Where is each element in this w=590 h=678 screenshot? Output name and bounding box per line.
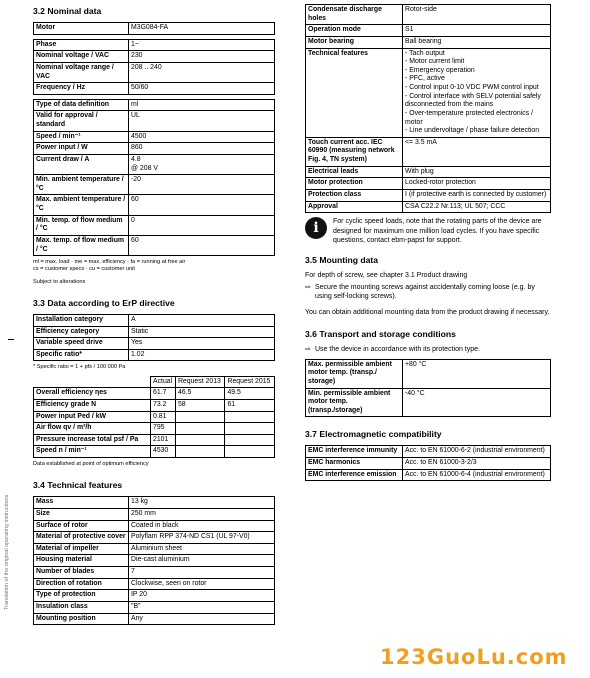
row-value: A bbox=[129, 314, 275, 326]
table-row bbox=[34, 601, 275, 613]
table-row bbox=[34, 314, 275, 326]
row-value: S1 bbox=[403, 25, 551, 37]
table-row bbox=[34, 62, 275, 82]
row-key: Overall efficiency ηes bbox=[34, 388, 151, 400]
row-key: Material of impeller bbox=[34, 543, 129, 555]
row-key: Protection class bbox=[306, 189, 403, 201]
row-value: 61 bbox=[225, 399, 275, 411]
row-value: 60 bbox=[129, 235, 275, 255]
table-row bbox=[306, 36, 551, 48]
row-key: Phase bbox=[34, 39, 129, 51]
row-value: Any bbox=[129, 613, 275, 625]
table-row bbox=[306, 166, 551, 178]
row-key: Touch current acc. IEC 60990 (measuring network Fig. 4, TN system) bbox=[306, 137, 403, 166]
tech-table bbox=[33, 496, 275, 625]
row-key: Approval bbox=[306, 201, 403, 213]
info-text: For cyclic speed loads, note that the rotating parts of the device are designed for maximum one million load cycles. If you have specific questions, contact ebm-papst for support. bbox=[333, 218, 542, 244]
row-key: Current draw / A bbox=[34, 154, 129, 174]
table-row bbox=[34, 338, 275, 350]
table-row bbox=[34, 51, 275, 63]
mounting-text-1: For depth of screw, see chapter 3.1 Product drawing bbox=[305, 272, 468, 280]
right-column bbox=[305, 4, 551, 481]
row-value: 4530 bbox=[151, 446, 176, 458]
row-value: Acc. to EN 61000-6-2 (industrial environment) bbox=[403, 446, 551, 458]
table-row bbox=[34, 567, 275, 579]
row-key: Technical features bbox=[306, 48, 403, 137]
table-row bbox=[34, 143, 275, 155]
row-value: +80 °C bbox=[403, 359, 551, 388]
erp-table-1 bbox=[33, 314, 275, 362]
row-value: M3G084-FA bbox=[129, 23, 275, 35]
transport-table bbox=[305, 359, 551, 418]
row-value: Die-cast aluminium bbox=[129, 555, 275, 567]
table-row bbox=[34, 235, 275, 255]
row-value: Ball bearing bbox=[403, 36, 551, 48]
mounting-text-2: You can obtain additional mounting data from the product drawing if necessary. bbox=[305, 308, 550, 316]
row-value: CSA C22.2 Nr.113; UL 507; CCC bbox=[403, 201, 551, 213]
table-row bbox=[34, 215, 275, 235]
table-row bbox=[306, 359, 551, 388]
row-value: 230 bbox=[129, 51, 275, 63]
erp-title: 3.3 Data according to ErP directive bbox=[33, 297, 175, 308]
table-row bbox=[306, 48, 551, 137]
header-cell: Actual bbox=[151, 376, 176, 388]
row-key: EMC harmonics bbox=[306, 458, 403, 470]
row-value: - Tach output - Motor current limit - Emergency operation - PFC, active - Control input 0-10 VDC PWM control input - Control interface with SELV potential safely disconnected from the mains - Over-temperature protected electronics / motor - Line undervoltage / phase failure detection bbox=[403, 48, 551, 137]
motor-table bbox=[33, 22, 275, 35]
row-value: 73.2 bbox=[151, 399, 176, 411]
row-value: 4.8 @ 208 V bbox=[129, 154, 275, 174]
table-row bbox=[34, 578, 275, 590]
table-row bbox=[306, 201, 551, 213]
row-key: Operation mode bbox=[306, 25, 403, 37]
info-box bbox=[305, 217, 551, 245]
tech-title: 3.4 Technical features bbox=[33, 480, 123, 491]
emc-title: 3.7 Electromagnetic compatibility bbox=[305, 429, 442, 440]
row-key: Speed n / min⁻¹ bbox=[34, 446, 151, 458]
row-value: Rotor-side bbox=[403, 5, 551, 25]
margin-mark bbox=[8, 339, 14, 340]
erp-table-2 bbox=[33, 376, 275, 458]
row-key: Type of protection bbox=[34, 590, 129, 602]
row-value: Clockwise, seen on rotor bbox=[129, 578, 275, 590]
row-value: 60 bbox=[129, 195, 275, 215]
optimum-note: Data established at point of optimum efficiency bbox=[33, 461, 149, 468]
nominal-table-2 bbox=[33, 99, 275, 256]
row-value: Polyflam RPP 374-ND CS1 (UL 97-V0) bbox=[129, 532, 275, 544]
row-value: <= 3.5 mA bbox=[403, 137, 551, 166]
row-value bbox=[225, 434, 275, 446]
table-row bbox=[34, 446, 275, 458]
row-key: Insulation class bbox=[34, 601, 129, 613]
row-value: 0 bbox=[129, 215, 275, 235]
table-row bbox=[306, 458, 551, 470]
row-value: 46.5 bbox=[175, 388, 225, 400]
emc-table bbox=[305, 445, 551, 481]
table-row bbox=[34, 508, 275, 520]
table-row bbox=[34, 175, 275, 195]
table-row bbox=[34, 99, 275, 111]
table-header bbox=[34, 376, 275, 388]
table-row bbox=[34, 195, 275, 215]
table-row bbox=[34, 520, 275, 532]
row-key: Max. ambient temperature / °C bbox=[34, 195, 129, 215]
transport-title: 3.6 Transport and storage conditions bbox=[305, 329, 456, 340]
row-key: Min. permissible ambient motor temp. (transp./storage) bbox=[306, 388, 403, 417]
side-caption: Translation of the original operating instructions bbox=[4, 494, 10, 610]
transport-bullet: ⇨ Use the device in accordance with its protection type. bbox=[305, 346, 480, 354]
row-key: Max. temp. of flow medium / °C bbox=[34, 235, 129, 255]
row-key: Valid for approval / standard bbox=[34, 111, 129, 131]
mounting-title: 3.5 Mounting data bbox=[305, 255, 379, 266]
table-row bbox=[34, 111, 275, 131]
ratio-note: * Specific ratio = 1 + pfs / 100 000 Pa bbox=[33, 364, 126, 371]
row-value bbox=[175, 446, 225, 458]
row-key: Surface of rotor bbox=[34, 520, 129, 532]
row-key: Housing material bbox=[34, 555, 129, 567]
row-value: UL bbox=[129, 111, 275, 131]
row-key: Air flow qv / m³/h bbox=[34, 423, 151, 435]
row-value: 2101 bbox=[151, 434, 176, 446]
row-value: Aluminium sheet bbox=[129, 543, 275, 555]
row-value: Coated in black bbox=[129, 520, 275, 532]
table-row bbox=[306, 5, 551, 25]
row-key: Nominal voltage / VAC bbox=[34, 51, 129, 63]
table-row bbox=[34, 23, 275, 35]
table-row bbox=[306, 137, 551, 166]
table-row bbox=[34, 434, 275, 446]
row-value: 795 bbox=[151, 423, 176, 435]
row-key: Frequency / Hz bbox=[34, 83, 129, 95]
row-key: Material of protective cover bbox=[34, 532, 129, 544]
header-cell: Request 2015 bbox=[225, 376, 275, 388]
row-key: Power input Ped / kW bbox=[34, 411, 151, 423]
row-value: 4500 bbox=[129, 131, 275, 143]
row-value bbox=[175, 434, 225, 446]
row-key: Power input / W bbox=[34, 143, 129, 155]
row-value: ml bbox=[129, 99, 275, 111]
table-row bbox=[306, 469, 551, 481]
table-row bbox=[306, 446, 551, 458]
row-value: -20 bbox=[129, 175, 275, 195]
row-value: 49.5 bbox=[225, 388, 275, 400]
row-key: Pressure increase total psf / Pa bbox=[34, 434, 151, 446]
nominal-note-1: ml = max. load · me = max. efficiency · fa = running at free air bbox=[33, 259, 186, 266]
row-key: Motor bearing bbox=[306, 36, 403, 48]
header-cell bbox=[34, 376, 151, 388]
table-row bbox=[34, 613, 275, 625]
row-value: 58 bbox=[175, 399, 225, 411]
table-row bbox=[34, 326, 275, 338]
arrow-icon: ⇨ bbox=[305, 346, 311, 354]
mounting-bullet: ⇨ Secure the mounting screws against accidentally coming loose (e.g. by using self-locking screws). bbox=[305, 283, 535, 301]
table-row bbox=[34, 349, 275, 361]
row-value: With plug bbox=[403, 166, 551, 178]
row-key: Specific ratio* bbox=[34, 349, 129, 361]
arrow-icon: ⇨ bbox=[305, 283, 311, 291]
row-value: 7 bbox=[129, 567, 275, 579]
row-key: Efficiency grade N bbox=[34, 399, 151, 411]
table-row bbox=[34, 399, 275, 411]
row-value: Locked-rotor protection bbox=[403, 178, 551, 190]
row-key: Number of blades bbox=[34, 567, 129, 579]
row-value bbox=[175, 423, 225, 435]
row-value: 50/60 bbox=[129, 83, 275, 95]
row-value: Yes bbox=[129, 338, 275, 350]
row-value bbox=[225, 446, 275, 458]
row-key: Min. ambient temperature / °C bbox=[34, 175, 129, 195]
header-cell: Request 2013 bbox=[175, 376, 225, 388]
table-row bbox=[34, 543, 275, 555]
table-row bbox=[306, 178, 551, 190]
table-row bbox=[34, 154, 275, 174]
row-key: Installation category bbox=[34, 314, 129, 326]
row-value: 61.7 bbox=[151, 388, 176, 400]
row-key: Efficiency category bbox=[34, 326, 129, 338]
info-icon: i bbox=[305, 217, 327, 239]
row-value: 250 mm bbox=[129, 508, 275, 520]
table-row bbox=[306, 25, 551, 37]
row-key: Condensate discharge holes bbox=[306, 5, 403, 25]
row-key: Motor protection bbox=[306, 178, 403, 190]
row-key: Type of data definition bbox=[34, 99, 129, 111]
nominal-note-2: cs = customer specs · cu = customer unit bbox=[33, 266, 135, 273]
row-value: -40 °C bbox=[403, 388, 551, 417]
nominal-title: 3.2 Nominal data bbox=[33, 6, 102, 16]
row-key: Mounting position bbox=[34, 613, 129, 625]
table-row bbox=[34, 423, 275, 435]
row-key: Size bbox=[34, 508, 129, 520]
row-key: Motor bbox=[34, 23, 129, 35]
left-column bbox=[33, 6, 275, 625]
row-key: EMC interference emission bbox=[306, 469, 403, 481]
row-value bbox=[175, 411, 225, 423]
row-value: "B" bbox=[129, 601, 275, 613]
nominal-table-1 bbox=[33, 39, 275, 95]
row-value: 860 bbox=[129, 143, 275, 155]
row-value: Static bbox=[129, 326, 275, 338]
row-value: 0.81 bbox=[151, 411, 176, 423]
row-value: 13 kg bbox=[129, 497, 275, 509]
tech-table-right bbox=[305, 4, 551, 213]
table-row bbox=[34, 83, 275, 95]
watermark: 123GuoLu.com bbox=[380, 645, 568, 669]
row-key: Speed / min⁻¹ bbox=[34, 131, 129, 143]
table-row bbox=[34, 497, 275, 509]
table-row bbox=[34, 388, 275, 400]
row-value: 1.02 bbox=[129, 349, 275, 361]
alterations-note: Subject to alterations bbox=[33, 278, 86, 285]
table-row bbox=[306, 388, 551, 417]
row-key: Min. temp. of flow medium / °C bbox=[34, 215, 129, 235]
row-value: Acc. to EN 61000-3-2/3 bbox=[403, 458, 551, 470]
row-key: Direction of rotation bbox=[34, 578, 129, 590]
row-value bbox=[225, 423, 275, 435]
table-row bbox=[34, 131, 275, 143]
table-row bbox=[306, 189, 551, 201]
row-key: Mass bbox=[34, 497, 129, 509]
row-key: Max. permissible ambient motor temp. (transp./ storage) bbox=[306, 359, 403, 388]
table-row bbox=[34, 532, 275, 544]
row-value: 208 .. 240 bbox=[129, 62, 275, 82]
row-key: Nominal voltage range / VAC bbox=[34, 62, 129, 82]
table-row bbox=[34, 39, 275, 51]
row-value: I (if protective earth is connected by customer) bbox=[403, 189, 551, 201]
table-row bbox=[34, 555, 275, 567]
table-row bbox=[34, 411, 275, 423]
row-value: 1~ bbox=[129, 39, 275, 51]
row-key: EMC interference immunity bbox=[306, 446, 403, 458]
row-value bbox=[225, 411, 275, 423]
row-key: Variable speed drive bbox=[34, 338, 129, 350]
row-value: Acc. to EN 61000-6-4 (industrial environment) bbox=[403, 469, 551, 481]
table-row bbox=[34, 590, 275, 602]
row-value: IP 20 bbox=[129, 590, 275, 602]
row-key: Electrical leads bbox=[306, 166, 403, 178]
